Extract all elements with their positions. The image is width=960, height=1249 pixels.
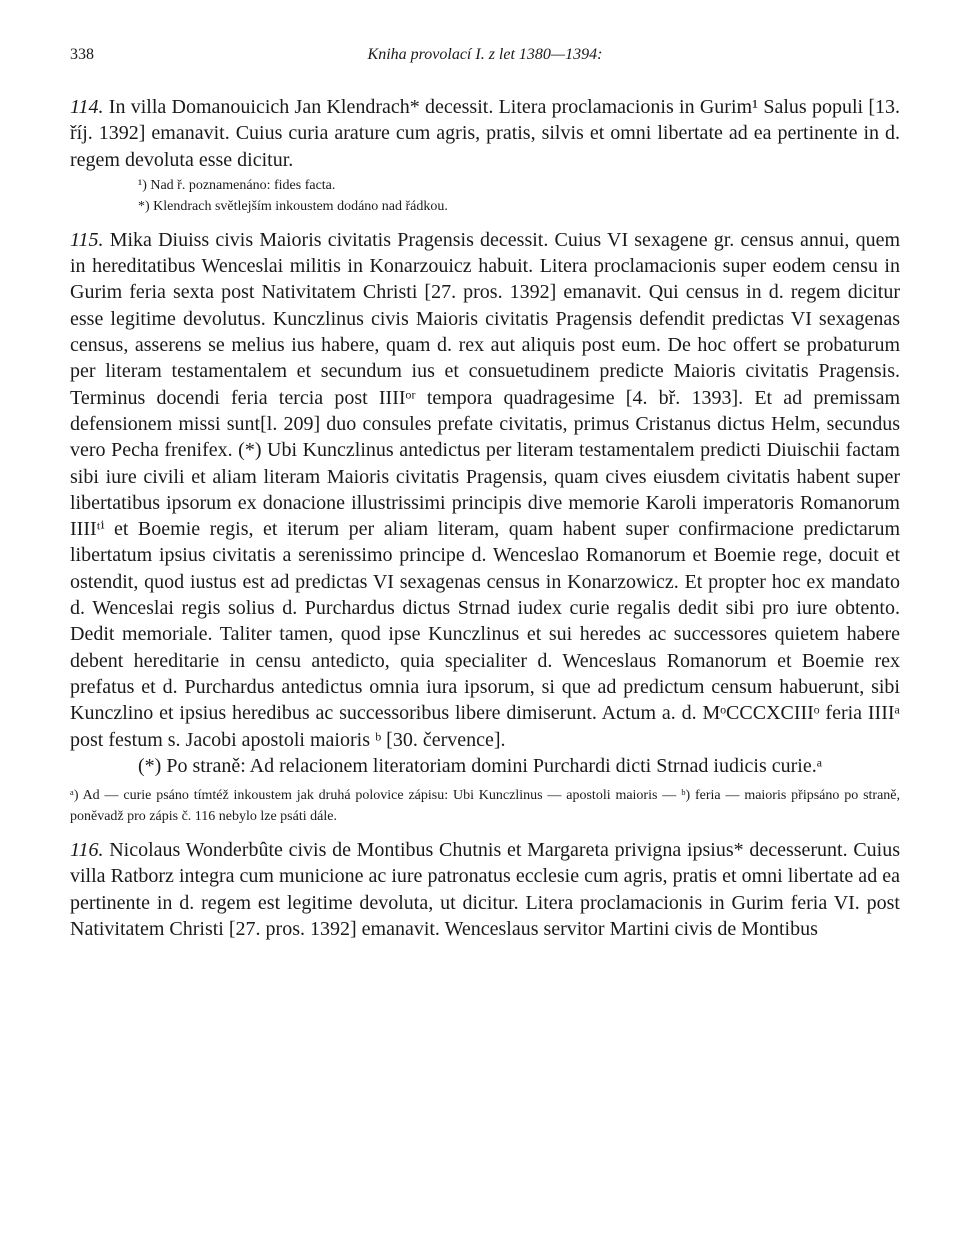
- running-title: Kniha provolací I. z let 1380—1394:: [367, 46, 603, 63]
- entry-number: 116.: [70, 839, 104, 862]
- document-body: [70, 94, 900, 942]
- entry-115-margin-note: (*) Po straně: Ad relacionem literatoriam domini Purchardi dicti Strnad iudicis curie.ᵃ: [138, 754, 823, 777]
- entry-number: 115.: [70, 228, 104, 251]
- entry-114-note-1: ¹) Nad ř. poznamenáno: fides facta.: [138, 177, 336, 193]
- entry-text: In villa Domanouicich Jan Klendrach* decessit. Litera proclamacionis in Gurim¹ Salus populi [13. říj. 1392] emanavit. Cuius curia arature cum agris, pratis, silvis et omni libertate ad ea pertinente in d. regem devoluta esse dicitur.: [70, 96, 900, 171]
- entry-115-footnote: ᵃ) Ad — curie psáno tímtéž inkoustem jak druhá polovice zápisu: Ubi Kunczlinus — apostoli maioris — ᵇ) feria — maioris připsáno po straně, poněvadž pro zápis č. 116 nebylo lze psáti dále.: [70, 788, 900, 825]
- entry-number: 114.: [70, 96, 104, 118]
- entry-115: [70, 227, 900, 753]
- entry-116: [70, 837, 900, 942]
- page-header: [70, 46, 900, 70]
- entry-114-note-2: *) Klendrach světlejším inkoustem dodáno nad řádkou.: [138, 198, 448, 214]
- page-number: 338: [70, 46, 94, 63]
- entry-114: [70, 94, 900, 173]
- entry-text: Nicolaus Wonderbûte civis de Montibus Chutnis et Margareta privigna ipsius* decesserunt. Cuius villa Ratborz integra cum municione ac iure patronatus ecclesie cum agris, pratis et omni libertate ad ea pertinente in d. regem est legitime devoluta, ut dicitur. Litera proclamacionis in Gurim feria VI. post Nativitatem Christi [27. pros. 1392] emanavit. Wenceslaus servitor Martini civis de Montibus: [70, 839, 900, 941]
- entry-text: Mika Diuiss civis Maioris civitatis Pragensis decessit. Cuius VI sexagene gr. census annui, quem in hereditatibus Wenceslai militis in Konarzouicz habuit. Litera proclamacionis super eodem censu in Gurim feria sexta post Nativitatem Christi [27. pros. 1392] emanavit. Qui census in d. regem dicitur esse legitime devolutus. Kunczlinus civis Maioris civitatis Pragensis defendit predictas VI sexagenas census, asserens se melius ius habere, quam d. rex aut aliquis post eum. De hoc offert se probaturum per literam testamentalem et secundum ius et consuetudinem predicte Maioris civitatis Pragensis. Terminus docendi feria tercia post IIIIᵒʳ tempora quadragesime [4. bř. 1393]. Et ad premissam defensionem missi sunt[l. 209] duo consules prefate civitatis, primus Cristanus dictus Helm, secundus vero Pecha frenifex. (*) Ubi Kunczlinus antedictus per literam testamentalem predicti Diuischii factam sibi iure civili et aliam literam Maioris civitatis Pragensis, quam cives eiusdem civitatis habent super libertatibus ipsorum ex donacione illustrissimi principis dive memorie Karoli imperatoris Romanorum IIIIᵗⁱ et Boemie regis, et iterum per aliam literam, quam habent super confirmacione predictarum libertatum ipsius civitatis a serenissimo principe d. Wenceslao Romanorum et Boemie rege, docuit et ostendit, quod iustus est ad predictas VI sexagenas census in Konarzowicz. Et propter hoc ex mandato d. Wenceslai regis solius d. Purchardus dictus Strnad iudex curie regalis dedit sibi pro iure obtento. Dedit memoriale. Taliter tamen, quod ipse Kunczlinus et sui heredes ac successores quietem habere debent hereditarie in censu antedicto, quia specialiter d. Wenceslaus Romanorum et Boemie rex prefatus et d. Purchardus antedictus omnia iura ipsorum, si que ad predictum censum habuerunt, sibi Kunczlino et ipsius heredibus ac successoribus libere dimiserunt. Actum a. d. MᵒCCCXCIIIᵒ feria IIIIᵃ post festum s. Jacobi apostoli maioris ᵇ [30. července].: [70, 228, 900, 751]
